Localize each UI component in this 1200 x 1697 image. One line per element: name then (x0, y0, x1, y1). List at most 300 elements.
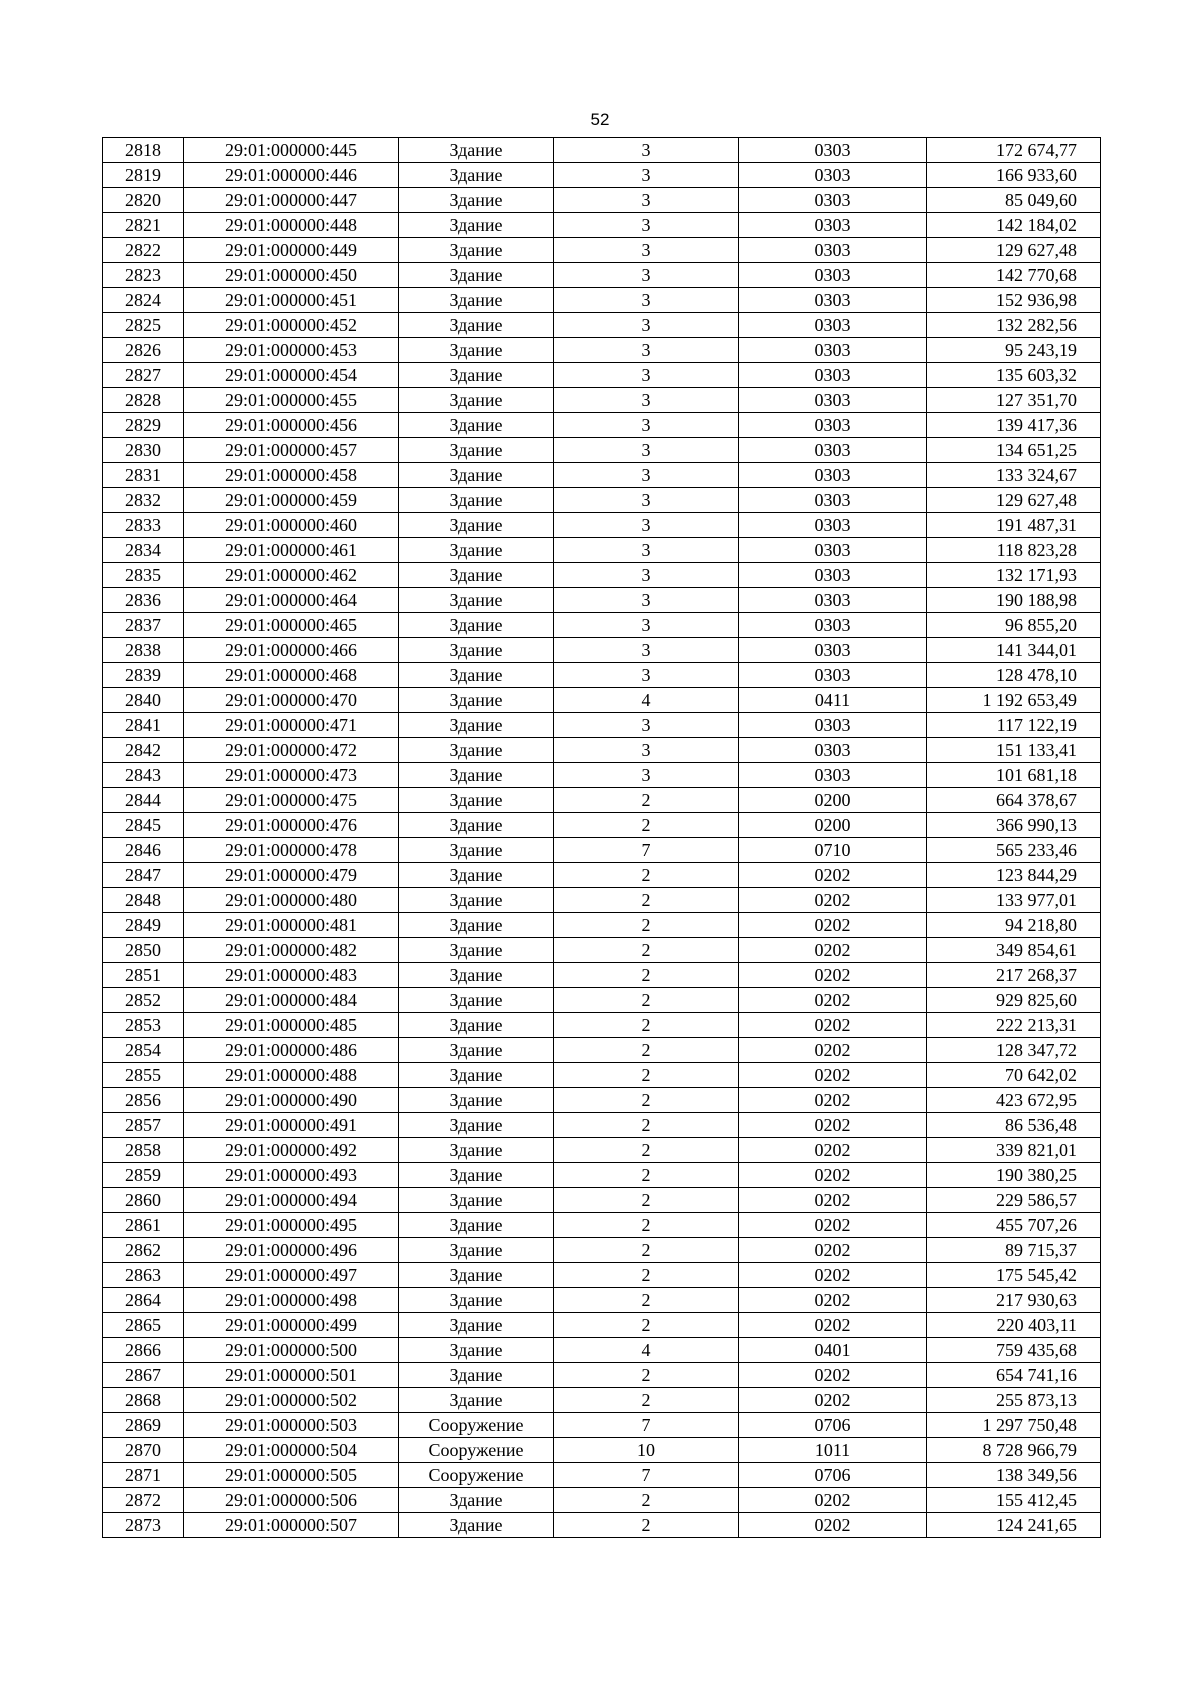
row-number-cell: 2820 (103, 188, 184, 213)
cadastral-number-cell: 29:01:000000:480 (184, 888, 399, 913)
group-number-cell: 2 (554, 1238, 739, 1263)
group-code-cell: 0202 (739, 963, 927, 988)
group-number-cell: 7 (554, 1463, 739, 1488)
cadastral-value-cell: 95 243,19 (927, 338, 1101, 363)
group-number-cell: 2 (554, 1013, 739, 1038)
group-code-cell: 0202 (739, 1113, 927, 1138)
group-number-cell: 3 (554, 763, 739, 788)
table-row (103, 713, 1101, 738)
row-number-cell: 2862 (103, 1238, 184, 1263)
cadastral-number-cell: 29:01:000000:500 (184, 1338, 399, 1363)
row-number-cell: 2870 (103, 1438, 184, 1463)
cadastral-number-cell: 29:01:000000:472 (184, 738, 399, 763)
group-code-cell: 0202 (739, 938, 927, 963)
group-code-cell: 0202 (739, 1513, 927, 1538)
cadastral-number-cell: 29:01:000000:507 (184, 1513, 399, 1538)
cadastral-number-cell: 29:01:000000:483 (184, 963, 399, 988)
page-number: 52 (590, 110, 610, 129)
table-row (103, 263, 1101, 288)
group-number-cell: 2 (554, 1388, 739, 1413)
group-code-cell: 0200 (739, 813, 927, 838)
group-number-cell: 2 (554, 1113, 739, 1138)
cadastral-value-cell: 134 651,25 (927, 438, 1101, 463)
row-number-cell: 2847 (103, 863, 184, 888)
cadastral-value-cell: 89 715,37 (927, 1238, 1101, 1263)
row-number-cell: 2843 (103, 763, 184, 788)
row-number-cell: 2826 (103, 338, 184, 363)
row-number-cell: 2865 (103, 1313, 184, 1338)
cadastral-number-cell: 29:01:000000:497 (184, 1263, 399, 1288)
group-number-cell: 3 (554, 388, 739, 413)
table-row (103, 288, 1101, 313)
table-row (103, 413, 1101, 438)
row-number-cell: 2832 (103, 488, 184, 513)
row-number-cell: 2866 (103, 1338, 184, 1363)
table-row (103, 838, 1101, 863)
cadastral-number-cell: 29:01:000000:478 (184, 838, 399, 863)
cadastral-value-cell: 129 627,48 (927, 238, 1101, 263)
cadastral-value-cell: 349 854,61 (927, 938, 1101, 963)
cadastral-number-cell: 29:01:000000:475 (184, 788, 399, 813)
object-type-cell: Здание (399, 1038, 554, 1063)
cadastral-number-cell: 29:01:000000:476 (184, 813, 399, 838)
cadastral-value-cell: 1 192 653,49 (927, 688, 1101, 713)
cadastral-value-cell: 132 171,93 (927, 563, 1101, 588)
group-code-cell: 0303 (739, 313, 927, 338)
group-number-cell: 7 (554, 838, 739, 863)
group-number-cell: 2 (554, 1313, 739, 1338)
cadastral-number-cell: 29:01:000000:460 (184, 513, 399, 538)
cadastral-value-cell: 123 844,29 (927, 863, 1101, 888)
table-row (103, 1188, 1101, 1213)
row-number-cell: 2838 (103, 638, 184, 663)
group-code-cell: 0202 (739, 888, 927, 913)
cadastral-number-cell: 29:01:000000:445 (184, 138, 399, 163)
object-type-cell: Здание (399, 1313, 554, 1338)
table-row (103, 1238, 1101, 1263)
cadastral-number-cell: 29:01:000000:501 (184, 1363, 399, 1388)
cadastral-number-cell: 29:01:000000:506 (184, 1488, 399, 1513)
group-number-cell: 2 (554, 913, 739, 938)
cadastral-number-cell: 29:01:000000:462 (184, 563, 399, 588)
row-number-cell: 2830 (103, 438, 184, 463)
cadastral-number-cell: 29:01:000000:452 (184, 313, 399, 338)
cadastral-value-cell: 155 412,45 (927, 1488, 1101, 1513)
row-number-cell: 2872 (103, 1488, 184, 1513)
cadastral-value-cell: 8 728 966,79 (927, 1438, 1101, 1463)
cadastral-number-cell: 29:01:000000:503 (184, 1413, 399, 1438)
table-row (103, 238, 1101, 263)
group-number-cell: 2 (554, 1213, 739, 1238)
group-code-cell: 0303 (739, 538, 927, 563)
object-type-cell: Здание (399, 1363, 554, 1388)
cadastral-value-cell: 127 351,70 (927, 388, 1101, 413)
row-number-cell: 2839 (103, 663, 184, 688)
group-code-cell: 0202 (739, 1488, 927, 1513)
group-number-cell: 2 (554, 1163, 739, 1188)
group-number-cell: 2 (554, 788, 739, 813)
object-type-cell: Здание (399, 463, 554, 488)
group-code-cell: 0202 (739, 1213, 927, 1238)
table-row (103, 963, 1101, 988)
cadastral-number-cell: 29:01:000000:456 (184, 413, 399, 438)
group-code-cell: 0202 (739, 1088, 927, 1113)
object-type-cell: Здание (399, 588, 554, 613)
group-code-cell: 0303 (739, 288, 927, 313)
cadastral-value-cell: 124 241,65 (927, 1513, 1101, 1538)
group-number-cell: 2 (554, 1063, 739, 1088)
cadastral-value-cell: 133 324,67 (927, 463, 1101, 488)
cadastral-number-cell: 29:01:000000:502 (184, 1388, 399, 1413)
table-row (103, 1488, 1101, 1513)
cadastral-number-cell: 29:01:000000:470 (184, 688, 399, 713)
group-code-cell: 0303 (739, 263, 927, 288)
group-number-cell: 2 (554, 1288, 739, 1313)
group-number-cell: 3 (554, 638, 739, 663)
cadastral-value-cell: 138 349,56 (927, 1463, 1101, 1488)
cadastral-value-cell: 141 344,01 (927, 638, 1101, 663)
group-number-cell: 2 (554, 1263, 739, 1288)
object-type-cell: Здание (399, 1163, 554, 1188)
cadastral-value-cell: 139 417,36 (927, 413, 1101, 438)
row-number-cell: 2868 (103, 1388, 184, 1413)
table-row (103, 688, 1101, 713)
table-row (103, 763, 1101, 788)
group-number-cell: 3 (554, 363, 739, 388)
row-number-cell: 2827 (103, 363, 184, 388)
cadastral-number-cell: 29:01:000000:465 (184, 613, 399, 638)
cadastral-value-cell: 118 823,28 (927, 538, 1101, 563)
cadastral-number-cell: 29:01:000000:450 (184, 263, 399, 288)
row-number-cell: 2845 (103, 813, 184, 838)
group-code-cell: 0303 (739, 638, 927, 663)
object-type-cell: Здание (399, 213, 554, 238)
cadastral-value-cell: 142 770,68 (927, 263, 1101, 288)
cadastral-value-cell: 128 478,10 (927, 663, 1101, 688)
object-type-cell: Здание (399, 1088, 554, 1113)
cadastral-number-cell: 29:01:000000:468 (184, 663, 399, 688)
object-type-cell: Здание (399, 288, 554, 313)
cadastral-value-cell: 1 297 750,48 (927, 1413, 1101, 1438)
row-number-cell: 2869 (103, 1413, 184, 1438)
object-type-cell: Здание (399, 1113, 554, 1138)
row-number-cell: 2861 (103, 1213, 184, 1238)
group-code-cell: 0706 (739, 1463, 927, 1488)
cadastral-value-cell: 339 821,01 (927, 1138, 1101, 1163)
group-number-cell: 3 (554, 413, 739, 438)
group-number-cell: 3 (554, 313, 739, 338)
cadastral-value-cell: 129 627,48 (927, 488, 1101, 513)
object-type-cell: Здание (399, 838, 554, 863)
group-code-cell: 0202 (739, 1263, 927, 1288)
object-type-cell: Здание (399, 238, 554, 263)
table-row (103, 188, 1101, 213)
group-number-cell: 2 (554, 863, 739, 888)
object-type-cell: Здание (399, 688, 554, 713)
group-code-cell: 1011 (739, 1438, 927, 1463)
row-number-cell: 2852 (103, 988, 184, 1013)
object-type-cell: Здание (399, 1213, 554, 1238)
group-code-cell: 0303 (739, 338, 927, 363)
cadastral-number-cell: 29:01:000000:454 (184, 363, 399, 388)
table-row (103, 163, 1101, 188)
cadastral-value-cell: 565 233,46 (927, 838, 1101, 863)
table-body (103, 138, 1101, 1538)
table-row (103, 988, 1101, 1013)
row-number-cell: 2849 (103, 913, 184, 938)
group-number-cell: 7 (554, 1413, 739, 1438)
row-number-cell: 2831 (103, 463, 184, 488)
group-number-cell: 3 (554, 138, 739, 163)
object-type-cell: Здание (399, 138, 554, 163)
object-type-cell: Здание (399, 513, 554, 538)
group-code-cell: 0202 (739, 1288, 927, 1313)
cadastral-value-cell: 191 487,31 (927, 513, 1101, 538)
table-row (103, 1213, 1101, 1238)
group-code-cell: 0411 (739, 688, 927, 713)
cadastral-value-cell: 96 855,20 (927, 613, 1101, 638)
cadastral-number-cell: 29:01:000000:457 (184, 438, 399, 463)
group-code-cell: 0303 (739, 363, 927, 388)
cadastral-number-cell: 29:01:000000:495 (184, 1213, 399, 1238)
group-code-cell: 0303 (739, 513, 927, 538)
group-number-cell: 2 (554, 1138, 739, 1163)
table-row (103, 1113, 1101, 1138)
table-row (103, 613, 1101, 638)
cadastral-number-cell: 29:01:000000:451 (184, 288, 399, 313)
row-number-cell: 2829 (103, 413, 184, 438)
table-row (103, 1038, 1101, 1063)
group-code-cell: 0303 (739, 238, 927, 263)
cadastral-value-cell: 929 825,60 (927, 988, 1101, 1013)
cadastral-value-cell: 220 403,11 (927, 1313, 1101, 1338)
table-row (103, 488, 1101, 513)
row-number-cell: 2863 (103, 1263, 184, 1288)
row-number-cell: 2840 (103, 688, 184, 713)
table-row (103, 438, 1101, 463)
object-type-cell: Здание (399, 713, 554, 738)
cadastral-value-cell: 135 603,32 (927, 363, 1101, 388)
group-number-cell: 4 (554, 1338, 739, 1363)
object-type-cell: Здание (399, 413, 554, 438)
object-type-cell: Сооружение (399, 1413, 554, 1438)
group-code-cell: 0202 (739, 1013, 927, 1038)
table-row (103, 813, 1101, 838)
cadastral-value-cell: 229 586,57 (927, 1188, 1101, 1213)
group-code-cell: 0303 (739, 563, 927, 588)
cadastral-number-cell: 29:01:000000:490 (184, 1088, 399, 1113)
cadastral-number-cell: 29:01:000000:493 (184, 1163, 399, 1188)
cadastral-value-cell: 133 977,01 (927, 888, 1101, 913)
cadastral-number-cell: 29:01:000000:494 (184, 1188, 399, 1213)
group-number-cell: 3 (554, 538, 739, 563)
cadastral-value-cell: 664 378,67 (927, 788, 1101, 813)
object-type-cell: Здание (399, 913, 554, 938)
cadastral-value-cell: 255 873,13 (927, 1388, 1101, 1413)
cadastral-number-cell: 29:01:000000:484 (184, 988, 399, 1013)
group-code-cell: 0202 (739, 863, 927, 888)
cadastral-value-cell: 217 930,63 (927, 1288, 1101, 1313)
object-type-cell: Здание (399, 263, 554, 288)
object-type-cell: Здание (399, 738, 554, 763)
object-type-cell: Здание (399, 1388, 554, 1413)
group-code-cell: 0303 (739, 413, 927, 438)
object-type-cell: Здание (399, 438, 554, 463)
group-code-cell: 0202 (739, 1063, 927, 1088)
object-type-cell: Здание (399, 1338, 554, 1363)
cadastral-number-cell: 29:01:000000:499 (184, 1313, 399, 1338)
group-number-cell: 10 (554, 1438, 739, 1463)
cadastral-number-cell: 29:01:000000:482 (184, 938, 399, 963)
object-type-cell: Сооружение (399, 1438, 554, 1463)
table-row (103, 1013, 1101, 1038)
row-number-cell: 2824 (103, 288, 184, 313)
table-row (103, 1088, 1101, 1113)
object-type-cell: Здание (399, 1063, 554, 1088)
group-number-cell: 3 (554, 188, 739, 213)
group-number-cell: 3 (554, 738, 739, 763)
cadastral-value-cell: 70 642,02 (927, 1063, 1101, 1088)
table-row (103, 913, 1101, 938)
group-code-cell: 0303 (739, 663, 927, 688)
table-row (103, 1138, 1101, 1163)
cadastral-value-cell: 86 536,48 (927, 1113, 1101, 1138)
row-number-cell: 2835 (103, 563, 184, 588)
group-number-cell: 2 (554, 1513, 739, 1538)
cadastral-value-cell: 101 681,18 (927, 763, 1101, 788)
group-number-cell: 2 (554, 988, 739, 1013)
cadastral-value-cell: 166 933,60 (927, 163, 1101, 188)
row-number-cell: 2842 (103, 738, 184, 763)
group-number-cell: 3 (554, 513, 739, 538)
cadastral-value-cell: 152 936,98 (927, 288, 1101, 313)
group-number-cell: 3 (554, 438, 739, 463)
row-number-cell: 2850 (103, 938, 184, 963)
cadastral-value-cell: 222 213,31 (927, 1013, 1101, 1038)
group-number-cell: 2 (554, 1488, 739, 1513)
group-code-cell: 0303 (739, 438, 927, 463)
row-number-cell: 2856 (103, 1088, 184, 1113)
cadastral-number-cell: 29:01:000000:498 (184, 1288, 399, 1313)
cadastral-value-cell: 366 990,13 (927, 813, 1101, 838)
group-code-cell: 0303 (739, 488, 927, 513)
cadastral-number-cell: 29:01:000000:461 (184, 538, 399, 563)
row-number-cell: 2823 (103, 263, 184, 288)
row-number-cell: 2836 (103, 588, 184, 613)
group-number-cell: 2 (554, 1363, 739, 1388)
object-type-cell: Здание (399, 888, 554, 913)
cadastral-number-cell: 29:01:000000:459 (184, 488, 399, 513)
object-type-cell: Здание (399, 863, 554, 888)
object-type-cell: Здание (399, 638, 554, 663)
object-type-cell: Здание (399, 763, 554, 788)
cadastral-number-cell: 29:01:000000:455 (184, 388, 399, 413)
row-number-cell: 2819 (103, 163, 184, 188)
group-code-cell: 0401 (739, 1338, 927, 1363)
group-code-cell: 0202 (739, 913, 927, 938)
cadastral-value-cell: 172 674,77 (927, 138, 1101, 163)
object-type-cell: Здание (399, 613, 554, 638)
table-row (103, 388, 1101, 413)
table-row (103, 138, 1101, 163)
cadastral-number-cell: 29:01:000000:492 (184, 1138, 399, 1163)
table-row (103, 363, 1101, 388)
object-type-cell: Здание (399, 313, 554, 338)
group-code-cell: 0303 (739, 388, 927, 413)
table-row (103, 1313, 1101, 1338)
table-row (103, 1363, 1101, 1388)
row-number-cell: 2871 (103, 1463, 184, 1488)
cadastral-value-cell: 85 049,60 (927, 188, 1101, 213)
cadastral-number-cell: 29:01:000000:449 (184, 238, 399, 263)
group-code-cell: 0202 (739, 1388, 927, 1413)
table-row (103, 1338, 1101, 1363)
cadastral-number-cell: 29:01:000000:485 (184, 1013, 399, 1038)
group-code-cell: 0202 (739, 1038, 927, 1063)
table-row (103, 563, 1101, 588)
object-type-cell: Здание (399, 1138, 554, 1163)
group-number-cell: 2 (554, 1188, 739, 1213)
cadastral-value-cell: 759 435,68 (927, 1338, 1101, 1363)
object-type-cell: Здание (399, 1013, 554, 1038)
cadastral-number-cell: 29:01:000000:505 (184, 1463, 399, 1488)
group-number-cell: 3 (554, 213, 739, 238)
group-number-cell: 2 (554, 938, 739, 963)
row-number-cell: 2818 (103, 138, 184, 163)
group-code-cell: 0303 (739, 163, 927, 188)
table-row (103, 513, 1101, 538)
cadastral-value-cell: 654 741,16 (927, 1363, 1101, 1388)
table-row (103, 1413, 1101, 1438)
table-row (103, 863, 1101, 888)
group-code-cell: 0303 (739, 138, 927, 163)
table-row (103, 738, 1101, 763)
table-row (103, 313, 1101, 338)
cadastral-number-cell: 29:01:000000:447 (184, 188, 399, 213)
row-number-cell: 2860 (103, 1188, 184, 1213)
cadastral-number-cell: 29:01:000000:481 (184, 913, 399, 938)
table-row (103, 588, 1101, 613)
group-code-cell: 0202 (739, 1188, 927, 1213)
group-code-cell: 0202 (739, 988, 927, 1013)
group-number-cell: 3 (554, 463, 739, 488)
row-number-cell: 2846 (103, 838, 184, 863)
group-number-cell: 3 (554, 288, 739, 313)
row-number-cell: 2833 (103, 513, 184, 538)
row-number-cell: 2858 (103, 1138, 184, 1163)
table-row (103, 538, 1101, 563)
cadastral-number-cell: 29:01:000000:446 (184, 163, 399, 188)
object-type-cell: Здание (399, 938, 554, 963)
row-number-cell: 2844 (103, 788, 184, 813)
table-row (103, 1513, 1101, 1538)
cadastral-number-cell: 29:01:000000:453 (184, 338, 399, 363)
row-number-cell: 2841 (103, 713, 184, 738)
object-type-cell: Здание (399, 813, 554, 838)
group-code-cell: 0303 (739, 188, 927, 213)
group-code-cell: 0710 (739, 838, 927, 863)
group-code-cell: 0303 (739, 588, 927, 613)
group-number-cell: 2 (554, 1038, 739, 1063)
group-number-cell: 4 (554, 688, 739, 713)
cadastral-number-cell: 29:01:000000:471 (184, 713, 399, 738)
group-number-cell: 3 (554, 613, 739, 638)
group-code-cell: 0202 (739, 1238, 927, 1263)
object-type-cell: Здание (399, 1263, 554, 1288)
object-type-cell: Здание (399, 563, 554, 588)
cadastral-value-cell: 128 347,72 (927, 1038, 1101, 1063)
cadastral-value-cell: 94 218,80 (927, 913, 1101, 938)
